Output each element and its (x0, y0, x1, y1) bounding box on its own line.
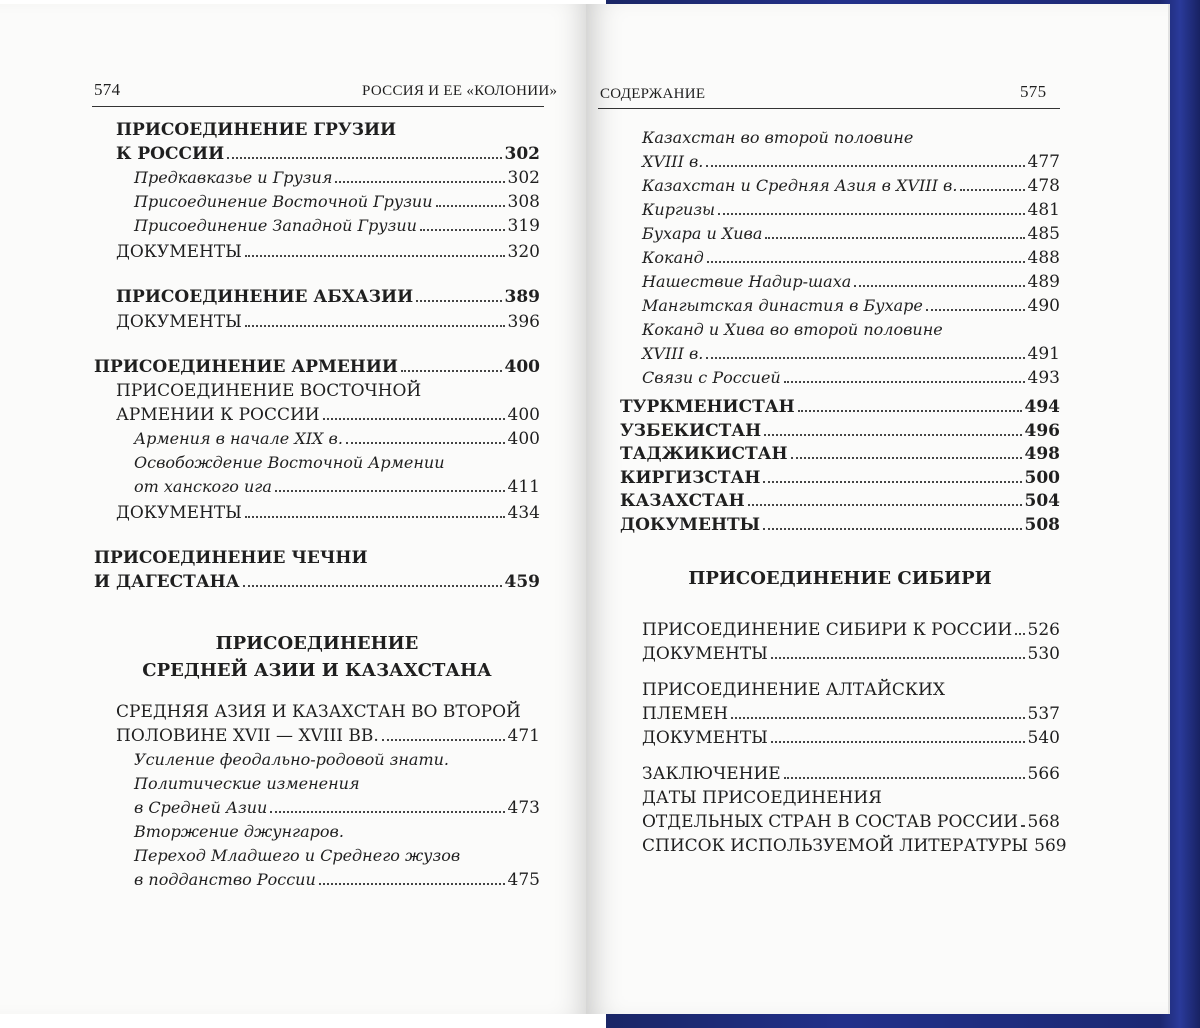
toc-entry: ПРИСОЕДИНЕНИЕ ЧЕЧНИ (94, 548, 368, 568)
right-page (586, 4, 1168, 1014)
toc-entry: Присоединение Западной Грузии 319 (134, 216, 540, 236)
toc-entry: Мангытская династия в Бухаре 490 (642, 296, 1060, 316)
left-header-rule (92, 106, 544, 107)
toc-entry: КИРГИЗСТАН 500 (620, 467, 1060, 488)
toc-entry: Нашествие Надир-шаха 489 (642, 272, 1060, 292)
toc-entry: АРМЕНИИ К РОССИИ 400 (116, 405, 540, 425)
toc-entry: Бухара и Хива 485 (642, 224, 1060, 244)
toc-entry: Киргизы 481 (642, 200, 1060, 220)
toc-entry: ДОКУМЕНТЫ 530 (642, 644, 1060, 664)
toc-entry: ДОКУМЕНТЫ 320 (116, 242, 540, 262)
toc-entry: в Средней Азии 473 (134, 798, 540, 818)
toc-entry: ПРИСОЕДИНЕНИЕ ВОСТОЧНОЙ (116, 381, 422, 401)
toc-entry: УЗБЕКИСТАН 496 (620, 420, 1060, 441)
section-heading: СРЕДНЕЙ АЗИИ И КАЗАХСТАНА (142, 660, 492, 681)
toc-entry: Политические изменения (134, 774, 360, 793)
left-toc (94, 119, 540, 892)
toc-entry: от ханского ига 411 (134, 477, 540, 497)
toc-entry: ПРИСОЕДИНЕНИЕ АБХАЗИИ 389 (116, 287, 540, 307)
toc-entry: И ДАГЕСТАНА 459 (94, 571, 540, 592)
toc-entry: Вторжение джунгаров. (134, 822, 344, 841)
section-heading: ПРИСОЕДИНЕНИЕ (215, 633, 419, 654)
right-page-number: 575 (1020, 82, 1047, 101)
toc-entry: Казахстан и Средняя Азия в XVIII в. 478 (642, 176, 1060, 196)
toc-entry: XVIII в. 477 (642, 152, 1060, 172)
toc-entry: Армения в начале XIX в. 400 (134, 429, 540, 449)
toc-entry: Коканд 488 (642, 248, 1060, 268)
right-toc (620, 126, 1067, 858)
toc-entry: ДОКУМЕНТЫ 434 (116, 503, 540, 523)
toc-entry: СРЕДНЯЯ АЗИЯ И КАЗАХСТАН ВО ВТОРОЙ (116, 702, 521, 722)
toc-entry: Освобождение Восточной Армении (134, 453, 445, 472)
toc-entry: ПОЛОВИНЕ XVII — XVIII ВВ. 471 (116, 726, 540, 746)
toc-entry: ТАДЖИКИСТАН 498 (620, 444, 1060, 464)
toc-entry: ПРИСОЕДИНЕНИЕ СИБИРИ К РОССИИ 526 (642, 620, 1060, 640)
right-running-title: СОДЕРЖАНИЕ (600, 86, 706, 102)
toc-entry: Казахстан во второй половине (642, 128, 914, 147)
toc-entry: ДОКУМЕНТЫ 508 (620, 514, 1060, 535)
toc-entry: ПЛЕМЕН 537 (642, 704, 1060, 724)
section-heading: ПРИСОЕДИНЕНИЕ СИБИРИ (688, 568, 992, 589)
toc-entry: Присоединение Восточной Грузии 308 (134, 192, 540, 212)
toc-entry: К РОССИИ 302 (116, 143, 540, 164)
toc-entry: ПРИСОЕДИНЕНИЕ АЛТАЙСКИХ (642, 680, 945, 700)
toc-entry: в подданство России 475 (134, 870, 540, 890)
toc-entry: КАЗАХСТАН 504 (620, 491, 1060, 511)
toc-entry: ДОКУМЕНТЫ 540 (642, 728, 1060, 748)
toc-entry: ДАТЫ ПРИСОЕДИНЕНИЯ (642, 788, 882, 808)
toc-entry: ОТДЕЛЬНЫХ СТРАН В СОСТАВ РОССИИ 568 (642, 812, 1060, 832)
toc-entry: ТУРКМЕНИСТАН 494 (620, 397, 1060, 417)
toc-entry: Усиление феодально-родовой знати. (134, 750, 450, 769)
left-page (0, 4, 587, 1014)
toc-entry: СПИСОК ИСПОЛЬЗУЕМОЙ ЛИТЕРАТУРЫ 569 (642, 836, 1067, 856)
toc-entry: ДОКУМЕНТЫ 396 (116, 311, 540, 332)
toc-entry: ПРИСОЕДИНЕНИЕ ГРУЗИИ (116, 120, 397, 140)
toc-entry: Коканд и Хива во второй половине (642, 320, 943, 339)
toc-entry: ЗАКЛЮЧЕНИЕ 566 (642, 764, 1060, 784)
toc-entry: XVIII в. 491 (642, 344, 1060, 364)
toc-entry: Предкавказье и Грузия 302 (134, 168, 540, 188)
toc-entry: ПРИСОЕДИНЕНИЕ АРМЕНИИ 400 (94, 356, 540, 377)
toc-entry: Переход Младшего и Среднего жузов (134, 846, 461, 865)
right-header-rule (598, 108, 1060, 109)
toc-entry: Связи с Россией 493 (642, 368, 1060, 388)
left-page-number: 574 (94, 80, 121, 99)
left-running-title: РОССИЯ И ЕЕ «КОЛОНИИ» (362, 83, 558, 99)
